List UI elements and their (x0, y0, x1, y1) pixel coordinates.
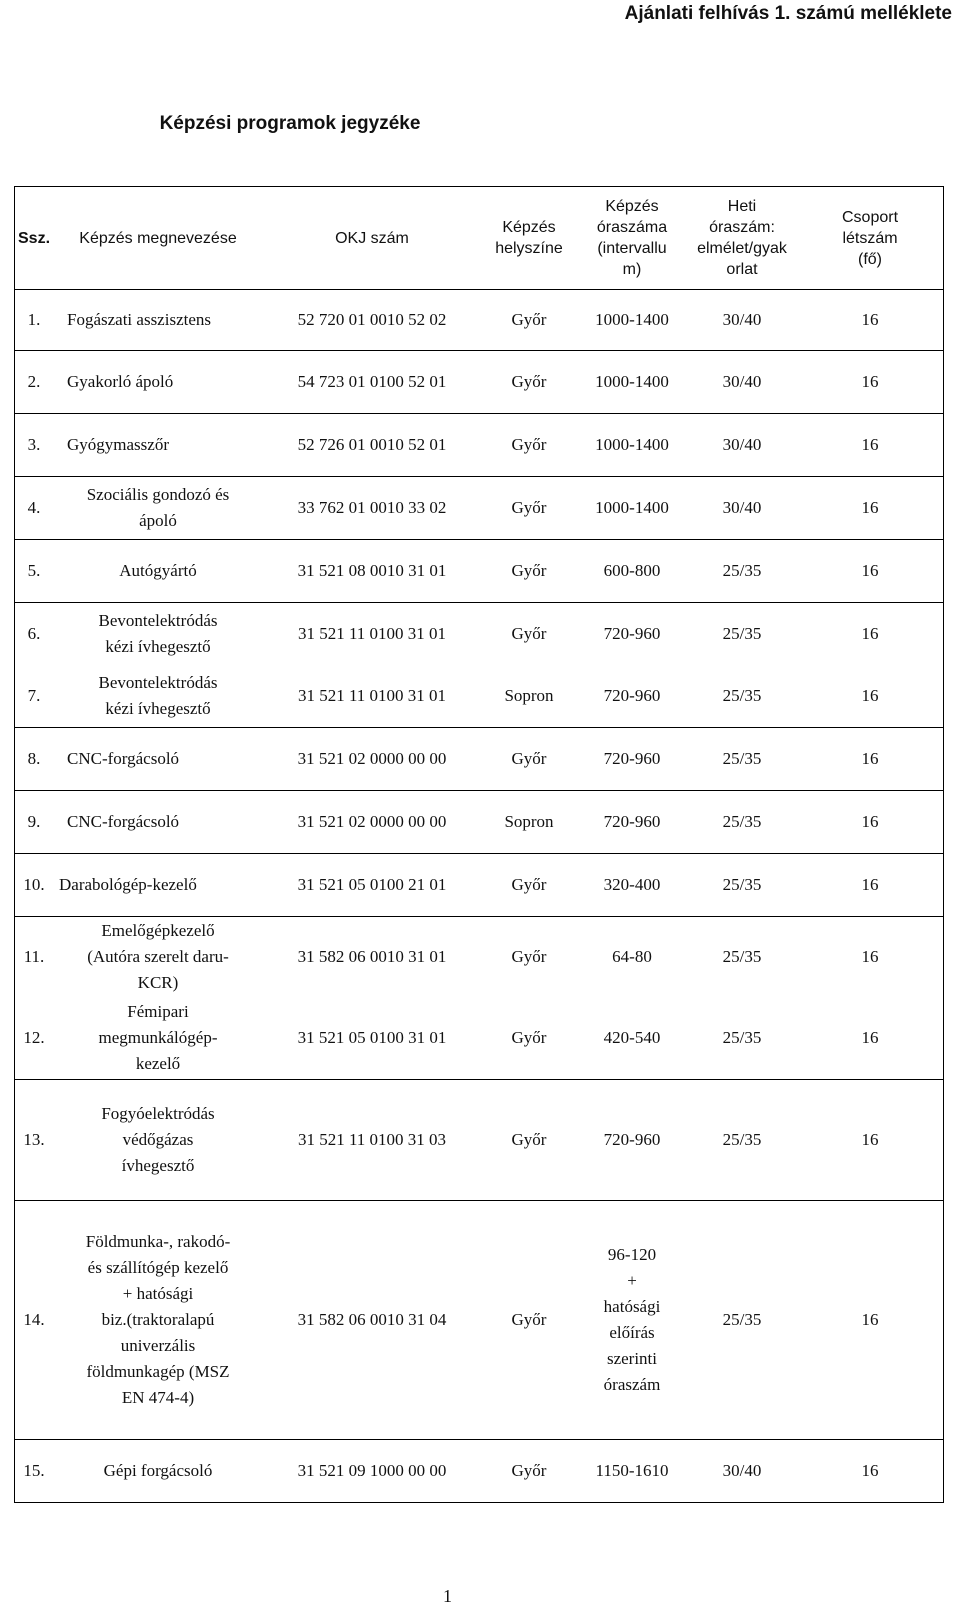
table-row (15, 290, 943, 351)
row-location: Győr (511, 624, 547, 643)
row-location: Győr (511, 561, 547, 580)
row-okj: 31 521 08 0010 31 01 (297, 561, 447, 580)
row-no: 5. (27, 561, 41, 580)
row-no: 9. (27, 812, 41, 831)
row-no: 3. (27, 435, 41, 454)
row-location: Sopron (504, 686, 554, 705)
header-location: Képzés helyszíne (495, 219, 563, 257)
row-name: Gépi forgácsoló (103, 1461, 213, 1480)
table-row (15, 351, 943, 414)
row-group: 16 (861, 372, 879, 391)
row-no: 11. (23, 947, 45, 966)
table-row (15, 1440, 943, 1503)
row-weekly: 25/35 (722, 624, 762, 643)
row-no: 2. (27, 372, 41, 391)
row-no: 4. (27, 498, 41, 517)
row-hours: 1000-1400 (595, 498, 669, 517)
row-okj: 31 521 02 0000 00 00 (297, 749, 447, 768)
row-location: Győr (511, 875, 547, 894)
table-row (15, 665, 943, 728)
row-okj: 31 521 11 0100 31 03 (297, 1130, 447, 1149)
header-ssz: Ssz. (18, 229, 51, 247)
row-group: 16 (861, 1310, 879, 1329)
row-weekly: 30/40 (722, 372, 762, 391)
table-row (15, 1201, 943, 1440)
row-okj: 33 762 01 0010 33 02 (297, 498, 447, 517)
table-row (15, 540, 943, 603)
table-row (15, 791, 943, 854)
row-okj: 31 521 11 0100 31 01 (297, 624, 447, 643)
row-hours: 1000-1400 (595, 310, 669, 329)
row-group: 16 (861, 1028, 879, 1047)
row-no: 8. (27, 749, 41, 768)
row-weekly: 25/35 (722, 812, 762, 831)
row-weekly: 25/35 (722, 875, 762, 894)
row-okj: 31 521 05 0100 21 01 (297, 875, 447, 894)
training-table (14, 186, 944, 1503)
row-okj: 31 521 11 0100 31 01 (297, 686, 447, 705)
row-okj: 31 582 06 0010 31 04 (297, 1310, 447, 1329)
row-hours: 1000-1400 (595, 372, 669, 391)
row-group: 16 (861, 947, 879, 966)
row-okj: 31 582 06 0010 31 01 (297, 947, 447, 966)
row-okj: 31 521 05 0100 31 01 (297, 1028, 447, 1047)
row-group: 16 (861, 875, 879, 894)
row-no: 6. (27, 624, 41, 643)
row-no: 12. (23, 1028, 45, 1047)
row-location: Győr (511, 435, 547, 454)
row-group: 16 (861, 435, 879, 454)
row-hours: 720-960 (603, 1130, 661, 1149)
row-weekly: 25/35 (722, 1310, 762, 1329)
row-group: 16 (861, 749, 879, 768)
row-weekly: 25/35 (722, 686, 762, 705)
row-hours: 720-960 (603, 624, 661, 643)
document-title: Képzési programok jegyzéke (159, 113, 421, 134)
header-weekly: Heti óraszám: elmélet/gyak orlat (697, 198, 787, 278)
row-name: Fogyóelektródás védőgázas ívhegesztő (101, 1104, 215, 1175)
row-name: Gyakorló ápoló (67, 372, 174, 391)
row-name: CNC-forgácsoló (67, 812, 180, 831)
row-weekly: 25/35 (722, 1028, 762, 1047)
table-row (15, 477, 943, 540)
row-hours: 1150-1610 (595, 1461, 669, 1480)
row-hours: 1000-1400 (595, 435, 669, 454)
row-name: Fémipari megmunkálógép- kezelő (98, 1002, 218, 1073)
row-name: Darabológép-kezelő (59, 875, 197, 894)
row-location: Győr (511, 749, 547, 768)
row-weekly: 30/40 (722, 498, 762, 517)
row-location: Győr (511, 1310, 547, 1329)
row-weekly: 30/40 (722, 435, 762, 454)
row-name: Szociális gondozó és ápoló (86, 485, 230, 530)
row-okj: 31 521 02 0000 00 00 (297, 812, 447, 831)
row-weekly: 30/40 (722, 1461, 762, 1480)
row-hours: 600-800 (603, 561, 661, 580)
row-weekly: 25/35 (722, 749, 762, 768)
row-hours: 720-960 (603, 749, 661, 768)
row-no: 10. (23, 875, 45, 894)
row-location: Győr (511, 1130, 547, 1149)
row-location: Győr (511, 498, 547, 517)
row-hours: 720-960 (603, 812, 661, 831)
row-hours: 320-400 (603, 875, 661, 894)
page-number: 1 (443, 1586, 452, 1606)
table-row (15, 1080, 943, 1201)
row-name: Emelőgépkezelő (Autóra szerelt daru- KCR) (87, 921, 229, 992)
table-row (15, 603, 943, 665)
row-group: 16 (861, 310, 879, 329)
row-group: 16 (861, 1461, 879, 1480)
row-no: 7. (27, 686, 41, 705)
header-okj: OKJ szám (335, 229, 409, 247)
row-name: Bevontelektródás kézi ívhegesztő (98, 611, 218, 656)
table-row (15, 728, 943, 791)
row-okj: 54 723 01 0100 52 01 (297, 372, 447, 391)
row-weekly: 25/35 (722, 947, 762, 966)
row-group: 16 (861, 561, 879, 580)
row-okj: 52 726 01 0010 52 01 (297, 435, 447, 454)
row-name: Gyógymasszőr (67, 435, 169, 454)
row-hours: 420-540 (603, 1028, 661, 1047)
row-no: 13. (23, 1130, 45, 1149)
row-no: 15. (23, 1461, 45, 1480)
row-group: 16 (861, 812, 879, 831)
row-okj: 52 720 01 0010 52 02 (297, 310, 447, 329)
header-group: Csoport létszám (fő) (841, 208, 899, 268)
row-group: 16 (861, 624, 879, 643)
row-group: 16 (861, 686, 879, 705)
row-location: Sopron (504, 812, 554, 831)
row-name: Bevontelektródás kézi ívhegesztő (98, 673, 218, 718)
table-row (15, 997, 943, 1080)
row-hours: 720-960 (603, 686, 661, 705)
row-okj: 31 521 09 1000 00 00 (297, 1461, 447, 1480)
row-weekly: 30/40 (722, 310, 762, 329)
row-weekly: 25/35 (722, 1130, 762, 1149)
row-location: Győr (511, 1028, 547, 1047)
row-weekly: 25/35 (722, 561, 762, 580)
annex-title: Ajánlati felhívás 1. számú melléklete (624, 3, 952, 24)
row-no: 14. (23, 1310, 45, 1329)
row-group: 16 (861, 498, 879, 517)
row-name: Autógyártó (119, 561, 197, 580)
header-name: Képzés megnevezése (79, 229, 237, 247)
row-location: Győr (511, 1461, 547, 1480)
row-location: Győr (511, 947, 547, 966)
row-location: Győr (511, 372, 547, 391)
table-row (15, 854, 943, 917)
table-row (15, 917, 943, 997)
header-hours: Képzés óraszáma (intervallu m) (596, 198, 668, 278)
row-hours: 64-80 (612, 947, 652, 966)
row-no: 1. (27, 310, 41, 329)
row-name: Fogászati asszisztens (67, 310, 211, 329)
row-name: CNC-forgácsoló (67, 749, 180, 768)
row-location: Győr (511, 310, 547, 329)
row-name: Földmunka-, rakodó- és szállítógép kezelő + hatósági biz.(traktoralapú univerzális földmunkagép (MSZ EN 474-4) (85, 1232, 231, 1407)
table-header (15, 187, 943, 289)
row-hours: 96-120 + hatósági előírás szerinti óraszám (603, 1245, 661, 1394)
row-group: 16 (861, 1130, 879, 1149)
table-row (15, 414, 943, 477)
